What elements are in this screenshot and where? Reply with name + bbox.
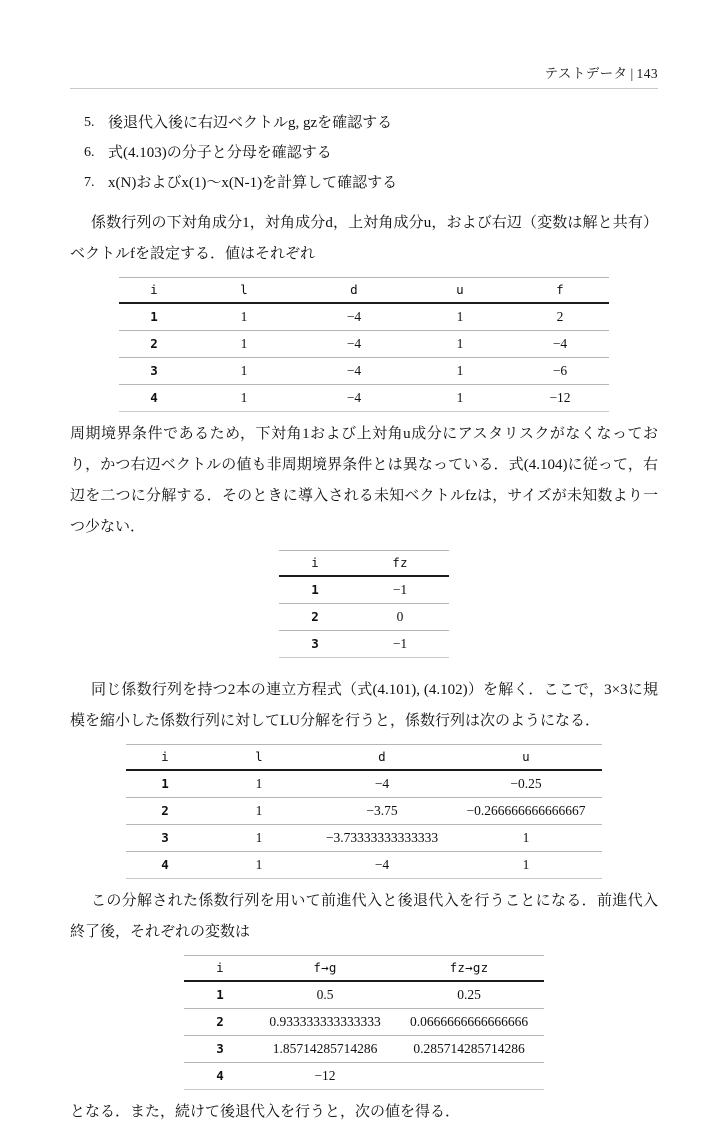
cell-d: −3.75	[314, 798, 450, 825]
table-header-row	[119, 278, 609, 304]
table-row	[184, 1036, 544, 1063]
cell-l: 1	[204, 852, 314, 879]
procedure-list	[70, 108, 658, 198]
cell-index: 2	[119, 331, 189, 358]
cell-u: 1	[450, 852, 602, 879]
cell-l: 1	[204, 825, 314, 852]
cell-index: 2	[279, 604, 351, 631]
table-ldu-f-container	[70, 270, 658, 419]
table-lu	[126, 744, 602, 879]
cell-g: 1.85714285714286	[256, 1036, 394, 1063]
cell-index: 4	[126, 852, 204, 879]
column-header-l: l	[204, 745, 314, 771]
cell-d: −4	[299, 385, 409, 412]
list-item	[70, 168, 658, 198]
cell-index: 1	[119, 303, 189, 331]
paragraph-setup: 係数行列の下対角成分1，対角成分d，上対角成分u，および右辺（変数は解と共有）ベクトルfを設定する．値はそれぞれ	[70, 215, 658, 262]
cell-fz: −1	[351, 576, 449, 604]
cell-index: 3	[119, 358, 189, 385]
running-head	[70, 62, 658, 82]
page-body	[70, 108, 658, 1128]
cell-l: 1	[204, 770, 314, 798]
table-row	[184, 1063, 544, 1090]
column-header-i: i	[184, 956, 256, 982]
running-head-separator: |	[630, 66, 634, 81]
cell-index: 2	[184, 1009, 256, 1036]
cell-u: −0.266666666666667	[450, 798, 602, 825]
table-row	[126, 770, 602, 798]
table-fz-container	[70, 543, 658, 665]
column-header-i: i	[119, 278, 189, 304]
cell-d: −4	[299, 331, 409, 358]
cell-index: 1	[126, 770, 204, 798]
cell-d: −3.73333333333333	[314, 825, 450, 852]
cell-gz: 0.25	[394, 981, 544, 1009]
table-row	[126, 852, 602, 879]
cell-index: 4	[184, 1063, 256, 1090]
column-header-i: i	[126, 745, 204, 771]
table-row	[119, 331, 609, 358]
table-header-row	[279, 551, 449, 577]
cell-index: 3	[184, 1036, 256, 1063]
running-head-title: テストデータ	[544, 66, 628, 81]
table-row	[279, 604, 449, 631]
list-item	[70, 108, 658, 138]
cell-fz: −1	[351, 631, 449, 658]
column-header-f: f	[511, 278, 609, 304]
cell-g: 0.5	[256, 981, 394, 1009]
cell-u: 1	[450, 825, 602, 852]
list-item	[70, 138, 658, 168]
cell-index: 4	[119, 385, 189, 412]
cell-gz	[394, 1063, 544, 1090]
paragraph-lu-intro: 同じ係数行列を持つ2本の連立方程式（式(4.101), (4.102)）を解く．ここで，3×3に規模を縮小した係数行列に対してLU分解を行うと，係数行列は次のようになる．	[70, 682, 658, 729]
list-item-number: 6.	[84, 145, 95, 160]
column-header-f-to-g: f→g	[256, 956, 394, 982]
table-lu-container	[70, 737, 658, 886]
table-g-container	[70, 948, 658, 1097]
cell-index: 1	[279, 576, 351, 604]
cell-l: 1	[204, 798, 314, 825]
cell-u: −0.25	[450, 770, 602, 798]
cell-fz: 0	[351, 604, 449, 631]
cell-d: −4	[314, 852, 450, 879]
table-g	[184, 955, 544, 1090]
running-head-rule	[70, 88, 658, 89]
cell-l: 1	[189, 358, 299, 385]
cell-index: 3	[279, 631, 351, 658]
column-header-u: u	[409, 278, 511, 304]
table-row	[119, 385, 609, 412]
cell-u: 1	[409, 303, 511, 331]
cell-f: 2	[511, 303, 609, 331]
table-header-row	[126, 745, 602, 771]
cell-d: −4	[314, 770, 450, 798]
cell-index: 3	[126, 825, 204, 852]
cell-gz: 0.285714285714286	[394, 1036, 544, 1063]
cell-u: 1	[409, 358, 511, 385]
cell-d: −4	[299, 358, 409, 385]
table-fz	[279, 550, 449, 658]
cell-gz: 0.0666666666666666	[394, 1009, 544, 1036]
cell-f: −4	[511, 331, 609, 358]
cell-l: 1	[189, 385, 299, 412]
column-header-l: l	[189, 278, 299, 304]
list-item-text: 式(4.103)の分子と分母を確認する	[108, 145, 332, 161]
cell-g: −12	[256, 1063, 394, 1090]
cell-index: 1	[184, 981, 256, 1009]
paragraph-periodic-bc: 周期境界条件であるため，下対角1および上対角u成分にアスタリスクがなくなっており，かつ右辺ベクトルの値も非周期境界条件とは異なっている．式(4.104)に従って，右辺を二つに分解する．そのときに導入される未知ベクトルfzは，サイズが未知数より一つ少ない．	[70, 426, 658, 535]
column-header-i: i	[279, 551, 351, 577]
table-row	[119, 358, 609, 385]
list-item-number: 5.	[84, 115, 95, 130]
cell-u: 1	[409, 331, 511, 358]
cell-l: 1	[189, 331, 299, 358]
list-item-text: x(N)およびx(1)〜x(N-1)を計算して確認する	[108, 175, 398, 191]
cell-f: −6	[511, 358, 609, 385]
cell-l: 1	[189, 303, 299, 331]
table-row	[126, 825, 602, 852]
column-header-d: d	[314, 745, 450, 771]
table-row	[184, 1009, 544, 1036]
table-row	[119, 303, 609, 331]
paragraph-substitution: この分解された係数行列を用いて前進代入と後退代入を行うことになる．前進代入終了後，それぞれの変数は	[70, 893, 658, 940]
table-header-row	[184, 956, 544, 982]
column-header-d: d	[299, 278, 409, 304]
cell-u: 1	[409, 385, 511, 412]
list-item-text: 後退代入後に右辺ベクトルg, gzを確認する	[108, 115, 393, 131]
table-row	[279, 576, 449, 604]
table-row	[126, 798, 602, 825]
page-number: 143	[636, 66, 658, 81]
table-row	[184, 981, 544, 1009]
column-header-fz: fz	[351, 551, 449, 577]
paragraph-closing: となる．また，続けて後退代入を行うと，次の値を得る．	[70, 1104, 461, 1120]
column-header-fz-to-gz: fz→gz	[394, 956, 544, 982]
list-item-number: 7.	[84, 175, 95, 190]
table-ldu-f	[119, 277, 609, 412]
cell-index: 2	[126, 798, 204, 825]
cell-d: −4	[299, 303, 409, 331]
table-row	[279, 631, 449, 658]
cell-f: −12	[511, 385, 609, 412]
cell-g: 0.933333333333333	[256, 1009, 394, 1036]
column-header-u: u	[450, 745, 602, 771]
